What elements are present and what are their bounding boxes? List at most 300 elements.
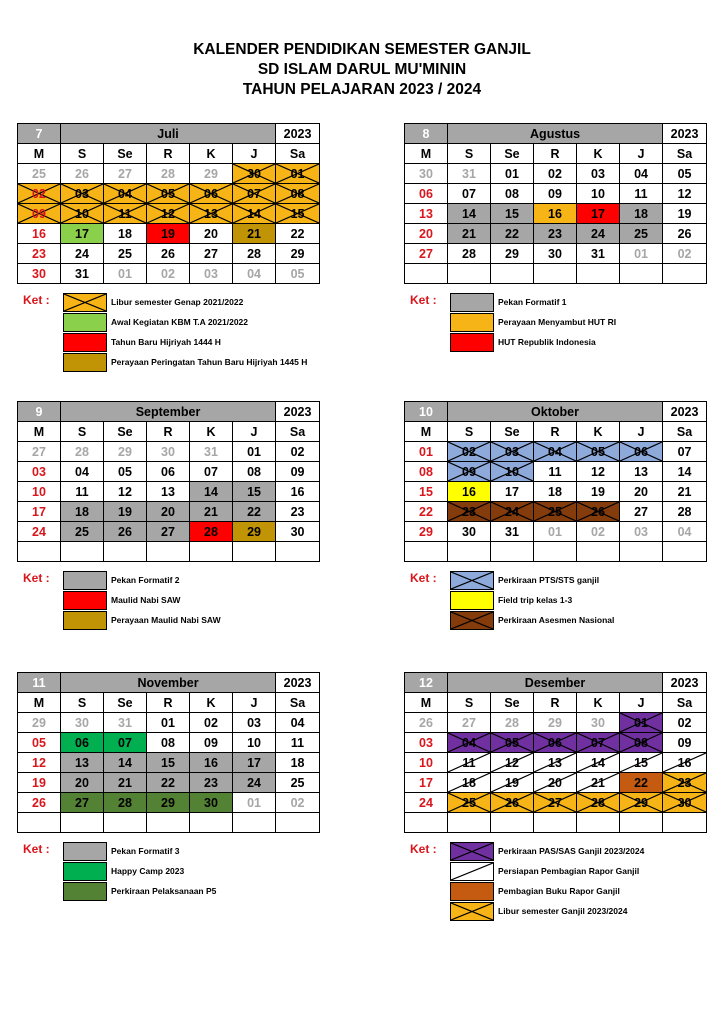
day-cell [448, 164, 491, 184]
legend-swatch [450, 293, 494, 312]
legend-text: Perayaan Maulid Nabi SAW [111, 615, 221, 625]
day-cell [620, 713, 663, 733]
day-cell [577, 793, 620, 813]
day-number: 11 [290, 735, 305, 750]
day-number: 26 [118, 524, 132, 539]
day-cell [276, 773, 320, 793]
day-number: 22 [161, 775, 175, 790]
day-cell [190, 244, 233, 264]
day-number: 24 [32, 524, 46, 539]
week-row [18, 264, 320, 284]
day-cell [147, 522, 190, 542]
day-number: 03 [247, 715, 261, 730]
month-calendar-juli [17, 123, 319, 284]
day-cell [534, 793, 577, 813]
day-cell [534, 773, 577, 793]
day-cell [534, 753, 577, 773]
day-cell [448, 753, 491, 773]
day-cell [534, 224, 577, 244]
weekday-header: Sa [276, 422, 320, 442]
day-cell [620, 753, 663, 773]
day-cell [233, 813, 276, 833]
day-cell [620, 482, 663, 502]
day-cell [491, 482, 534, 502]
day-cell [276, 753, 320, 773]
day-number: 03 [204, 266, 218, 281]
day-cell [61, 753, 104, 773]
week-row [405, 733, 707, 753]
day-number: 23 [548, 226, 562, 241]
day-cell [276, 264, 320, 284]
day-number: 01 [161, 715, 175, 730]
legend-item [63, 293, 353, 313]
day-number: 04 [677, 524, 692, 539]
legend-text: Pembagian Buku Rapor Ganjil [498, 886, 620, 896]
day-number: 17 [247, 755, 261, 770]
day-cell [577, 204, 620, 224]
day-cell [233, 442, 276, 462]
day-cell [104, 264, 147, 284]
day-number: 17 [32, 504, 46, 519]
day-number: 13 [419, 206, 433, 221]
day-number: 24 [247, 775, 261, 790]
week-row [405, 224, 707, 244]
day-number: 25 [548, 504, 562, 519]
day-number: 27 [75, 795, 89, 810]
day-cell [18, 713, 61, 733]
day-cell [233, 793, 276, 813]
day-cell [276, 184, 320, 204]
day-cell [147, 813, 190, 833]
day-number: 27 [32, 444, 46, 459]
day-number: 02 [462, 444, 476, 459]
day-cell [147, 204, 190, 224]
day-cell [190, 733, 233, 753]
weekday-header: R [534, 422, 577, 442]
week-row [18, 733, 320, 753]
day-number: 26 [75, 166, 89, 181]
day-number: 05 [118, 464, 132, 479]
day-cell [663, 264, 707, 284]
day-number: 06 [419, 186, 433, 201]
day-cell [620, 442, 663, 462]
day-number: 15 [247, 484, 261, 499]
day-cell [233, 462, 276, 482]
day-number: 29 [204, 166, 218, 181]
day-number: 09 [290, 464, 305, 479]
month-year: 2023 [663, 124, 707, 144]
day-number: 20 [419, 226, 433, 241]
day-cell [405, 462, 448, 482]
legend-item [63, 611, 353, 631]
day-cell [448, 442, 491, 462]
weekday-header: J [233, 693, 276, 713]
day-cell [147, 502, 190, 522]
day-number: 11 [75, 484, 89, 499]
legend-swatch [450, 591, 494, 610]
legend-desember [410, 842, 724, 922]
day-number: 28 [204, 524, 218, 539]
day-number: 30 [204, 795, 218, 810]
day-cell [233, 522, 276, 542]
week-row [18, 813, 320, 833]
weekday-header: J [233, 422, 276, 442]
day-cell [448, 264, 491, 284]
day-number: 27 [634, 504, 648, 519]
day-cell [534, 542, 577, 562]
day-cell [147, 482, 190, 502]
week-row [18, 244, 320, 264]
day-number: 20 [161, 504, 175, 519]
day-number: 31 [505, 524, 519, 539]
day-number: 12 [591, 464, 605, 479]
day-cell [405, 502, 448, 522]
day-cell [663, 522, 707, 542]
cross-mark-icon [451, 843, 493, 860]
day-number: 06 [75, 735, 89, 750]
legend-item [450, 293, 724, 313]
day-number: 29 [419, 524, 433, 539]
weekday-header: Se [104, 693, 147, 713]
legend-text: Pekan Formatif 3 [111, 846, 180, 856]
day-number: 01 [548, 524, 562, 539]
day-cell [18, 264, 61, 284]
day-cell [61, 442, 104, 462]
week-row [18, 224, 320, 244]
legend-item [450, 611, 724, 631]
month-number: 7 [18, 124, 61, 144]
legend-item [63, 882, 353, 902]
day-cell [104, 462, 147, 482]
day-cell [620, 264, 663, 284]
day-cell [104, 753, 147, 773]
day-number: 19 [118, 504, 132, 519]
day-number: 05 [161, 186, 175, 201]
weekday-header: M [405, 693, 448, 713]
legend-text: Pekan Formatif 1 [498, 297, 567, 307]
day-number: 01 [634, 246, 648, 261]
legend-swatch [63, 862, 107, 881]
legend-swatch [450, 313, 494, 332]
legend-text: Perayaan Peringatan Tahun Baru Hijriyah 1445 H [111, 357, 308, 367]
day-number: 26 [419, 715, 433, 730]
day-cell [491, 713, 534, 733]
day-cell [147, 224, 190, 244]
document-title [0, 40, 724, 100]
week-row [18, 793, 320, 813]
day-number: 01 [290, 166, 305, 181]
legend-swatch [63, 611, 107, 630]
day-number: 19 [505, 775, 519, 790]
day-number: 23 [290, 504, 305, 519]
day-cell [104, 224, 147, 244]
day-cell [405, 542, 448, 562]
legend-item [63, 313, 353, 333]
day-cell [534, 442, 577, 462]
day-number: 30 [161, 444, 175, 459]
legend-text: Awal Kegiatan KBM T.A 2021/2022 [111, 317, 249, 327]
weekday-header: S [448, 144, 491, 164]
day-cell [405, 482, 448, 502]
day-cell [61, 164, 104, 184]
day-number: 26 [591, 504, 605, 519]
day-cell [491, 442, 534, 462]
week-row [18, 482, 320, 502]
day-cell [190, 462, 233, 482]
day-cell [405, 733, 448, 753]
day-number: 12 [32, 755, 46, 770]
day-number: 02 [161, 266, 175, 281]
day-cell [577, 773, 620, 793]
legend-text: Tahun Baru Hijriyah 1444 H [111, 337, 221, 347]
day-number: 20 [548, 775, 562, 790]
day-number: 10 [419, 755, 433, 770]
day-cell [491, 244, 534, 264]
day-cell [663, 462, 707, 482]
weekday-header: R [534, 144, 577, 164]
day-cell [448, 184, 491, 204]
day-cell [491, 542, 534, 562]
day-number: 07 [118, 735, 132, 750]
day-number: 29 [634, 795, 648, 810]
day-number: 27 [118, 166, 132, 181]
day-cell [18, 462, 61, 482]
day-cell [104, 713, 147, 733]
week-row [18, 164, 320, 184]
day-number: 30 [290, 524, 305, 539]
day-number: 08 [161, 735, 175, 750]
day-number: 30 [247, 166, 261, 181]
day-cell [491, 753, 534, 773]
day-cell [577, 733, 620, 753]
legend-swatch [450, 902, 494, 921]
day-cell [147, 184, 190, 204]
day-cell [233, 713, 276, 733]
day-cell [491, 813, 534, 833]
day-cell [663, 244, 707, 264]
day-number: 28 [247, 246, 261, 261]
day-cell [276, 442, 320, 462]
day-cell [18, 733, 61, 753]
day-cell [104, 813, 147, 833]
legend-label: Ket : [410, 842, 437, 856]
day-number: 25 [118, 246, 132, 261]
day-number: 09 [462, 464, 476, 479]
day-cell [104, 773, 147, 793]
day-cell [534, 502, 577, 522]
day-cell [233, 164, 276, 184]
legend-label: Ket : [23, 571, 50, 585]
month-number: 8 [405, 124, 448, 144]
day-cell [276, 462, 320, 482]
day-number: 22 [247, 504, 261, 519]
day-number: 08 [290, 186, 305, 201]
day-cell [18, 522, 61, 542]
weekday-header: R [147, 693, 190, 713]
day-number: 11 [462, 755, 476, 770]
week-row [405, 442, 707, 462]
day-cell [448, 204, 491, 224]
day-cell [577, 753, 620, 773]
day-cell [104, 244, 147, 264]
day-number: 18 [290, 755, 305, 770]
day-number: 06 [204, 186, 218, 201]
day-cell [104, 793, 147, 813]
day-cell [233, 733, 276, 753]
week-row [405, 482, 707, 502]
weekday-header: K [577, 422, 620, 442]
day-number: 31 [204, 444, 218, 459]
day-cell [405, 184, 448, 204]
day-number: 14 [591, 755, 605, 770]
legend-item [450, 902, 724, 922]
month-name: September [61, 402, 276, 422]
day-number: 26 [32, 795, 46, 810]
day-number: 05 [677, 166, 692, 181]
day-cell [663, 753, 707, 773]
day-number: 06 [548, 735, 562, 750]
day-number: 28 [505, 715, 519, 730]
day-cell [663, 813, 707, 833]
day-number: 01 [247, 795, 261, 810]
day-number: 18 [548, 484, 562, 499]
day-cell [534, 522, 577, 542]
day-number: 16 [548, 206, 562, 221]
day-cell [104, 204, 147, 224]
day-cell [190, 773, 233, 793]
week-row [405, 244, 707, 264]
day-cell [61, 522, 104, 542]
day-cell [190, 713, 233, 733]
day-number: 11 [634, 186, 648, 201]
weekday-header: K [190, 144, 233, 164]
day-number: 03 [75, 186, 89, 201]
legend-text: Libur semester Ganjil 2023/2024 [498, 906, 628, 916]
slash-mark-icon [451, 863, 493, 880]
legend-swatch [450, 842, 494, 861]
day-number: 15 [505, 206, 519, 221]
day-number: 11 [548, 464, 562, 479]
day-number: 28 [462, 246, 476, 261]
day-number: 29 [290, 246, 305, 261]
day-number: 25 [290, 775, 305, 790]
day-cell [61, 264, 104, 284]
week-row [405, 184, 707, 204]
day-cell [620, 813, 663, 833]
weekday-header: J [233, 144, 276, 164]
day-cell [491, 264, 534, 284]
day-cell [405, 264, 448, 284]
day-cell [448, 713, 491, 733]
day-number: 11 [118, 206, 132, 221]
day-cell [577, 264, 620, 284]
day-cell [61, 482, 104, 502]
day-cell [620, 462, 663, 482]
day-cell [190, 542, 233, 562]
day-cell [233, 753, 276, 773]
day-number: 02 [677, 246, 692, 261]
day-cell [620, 773, 663, 793]
day-cell [534, 164, 577, 184]
day-cell [620, 224, 663, 244]
legend-item [63, 571, 353, 591]
legend-item [63, 353, 353, 373]
day-cell [18, 482, 61, 502]
day-number: 13 [75, 755, 89, 770]
day-cell [534, 184, 577, 204]
day-cell [104, 733, 147, 753]
day-cell [448, 733, 491, 753]
day-number: 05 [591, 444, 605, 459]
day-cell [61, 813, 104, 833]
day-number: 29 [118, 444, 132, 459]
day-number: 30 [462, 524, 476, 539]
day-cell [190, 224, 233, 244]
day-cell [448, 542, 491, 562]
day-cell [190, 442, 233, 462]
day-cell [276, 522, 320, 542]
week-row [18, 713, 320, 733]
day-number: 13 [548, 755, 562, 770]
day-number: 25 [75, 524, 89, 539]
weekday-header: Se [491, 144, 534, 164]
day-cell [104, 522, 147, 542]
day-number: 14 [118, 755, 132, 770]
weekday-header: R [147, 422, 190, 442]
day-number: 21 [462, 226, 476, 241]
week-row [405, 462, 707, 482]
day-cell [620, 793, 663, 813]
day-cell [620, 542, 663, 562]
day-number: 20 [634, 484, 648, 499]
day-number: 02 [290, 795, 305, 810]
day-cell [663, 184, 707, 204]
day-number: 15 [290, 206, 305, 221]
weekday-header: Se [104, 422, 147, 442]
day-cell [233, 502, 276, 522]
day-cell [61, 204, 104, 224]
day-number: 18 [118, 226, 132, 241]
day-cell [190, 264, 233, 284]
day-cell [405, 773, 448, 793]
day-cell [491, 522, 534, 542]
day-number: 16 [677, 755, 692, 770]
day-number: 16 [204, 755, 218, 770]
day-number: 18 [462, 775, 476, 790]
day-number: 08 [419, 464, 433, 479]
day-number: 03 [634, 524, 648, 539]
weekday-header: Se [491, 693, 534, 713]
day-number: 27 [548, 795, 562, 810]
week-row [405, 204, 707, 224]
day-cell [18, 224, 61, 244]
day-cell [190, 813, 233, 833]
day-number: 31 [462, 166, 476, 181]
day-number: 02 [677, 715, 692, 730]
weekday-header: M [405, 422, 448, 442]
day-number: 16 [32, 226, 46, 241]
legend-swatch [450, 862, 494, 881]
day-cell [61, 462, 104, 482]
day-number: 28 [118, 795, 132, 810]
day-number: 03 [419, 735, 433, 750]
cross-mark-icon [451, 612, 493, 629]
day-number: 09 [677, 735, 692, 750]
day-cell [491, 204, 534, 224]
legend-item [450, 882, 724, 902]
week-row [405, 264, 707, 284]
day-number: 28 [677, 504, 692, 519]
